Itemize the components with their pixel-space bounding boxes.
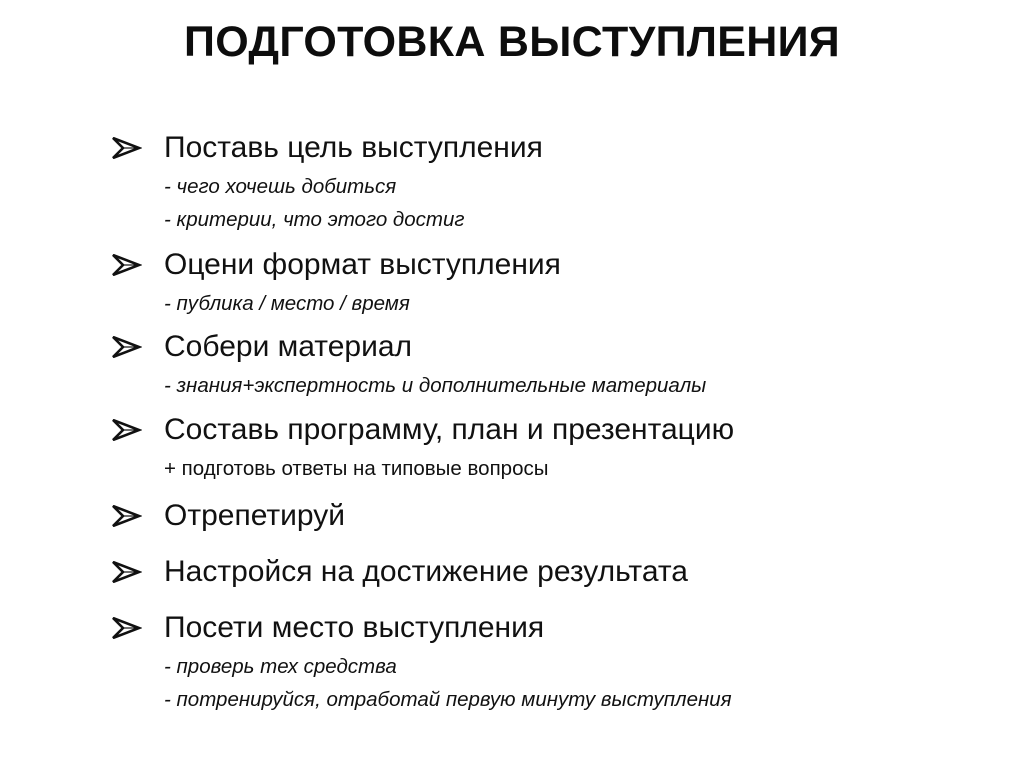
item-label: Собери материал [164, 330, 413, 363]
arrowhead-bullet-icon [112, 561, 142, 583]
list-item [112, 408, 1012, 485]
list-item [112, 606, 1012, 716]
list-item [112, 325, 1012, 402]
arrowhead-bullet-icon [112, 505, 142, 527]
item-label: Посети место выступления [164, 611, 545, 644]
item-subpoint: - критерии, что этого достиг [164, 208, 465, 231]
list-item [112, 494, 1012, 538]
arrowhead-bullet-icon [112, 419, 142, 441]
item-label: Поставь цель выступления [164, 131, 543, 164]
arrowhead-bullet-icon [112, 137, 142, 159]
item-label: Оцени формат выступления [164, 248, 561, 281]
item-subpoint: - чего хочешь добиться [164, 175, 397, 198]
list-item [112, 126, 1012, 236]
arrowhead-bullet-icon [112, 617, 142, 639]
item-label: Настройся на достижение результата [164, 555, 688, 588]
list-item [112, 550, 1012, 594]
arrowhead-bullet-icon [112, 254, 142, 276]
item-subpoint: - потренируйся, отработай первую минуту выступления [164, 688, 732, 711]
item-label: Составь программу, план и презентацию [164, 413, 735, 446]
arrowhead-bullet-icon [112, 336, 142, 358]
item-label: Отрепетируй [164, 499, 345, 532]
item-subpoint: - проверь тех средства [164, 655, 397, 678]
item-subpoint: - знания+экспертность и дополнительные материалы [164, 374, 707, 397]
item-subpoint: - публика / место / время [164, 292, 410, 315]
list-item [112, 243, 1012, 320]
slide-title: ПОДГОТОВКА ВЫСТУПЛЕНИЯ [184, 18, 840, 66]
bullet-list [112, 126, 1012, 716]
item-subpoint: + подготовь ответы на типовые вопросы [164, 457, 549, 480]
